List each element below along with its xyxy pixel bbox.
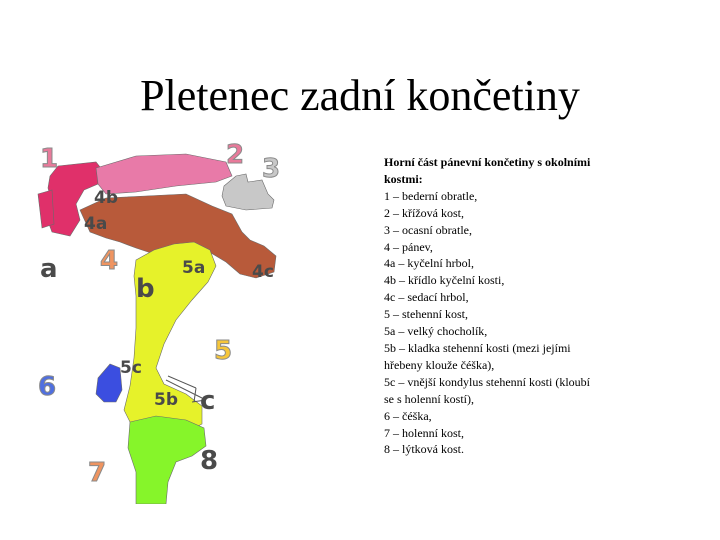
figure-label-4a: 4a [84, 214, 108, 234]
tibia [128, 416, 206, 504]
legend-item: 6 – čéška, [384, 408, 432, 423]
figure-label-4b: 4b [94, 188, 118, 208]
legend-item: 7 – holenní kost, [384, 425, 464, 440]
figure-label-1: 1 [40, 144, 59, 174]
legend-item: 5 – stehenní kost, [384, 307, 468, 322]
legend-item: 2 – křížová kost, [384, 205, 464, 220]
legend-list [384, 188, 594, 459]
figure-label-7: 7 [88, 458, 107, 488]
pelvic-limb-figure [36, 132, 306, 504]
legend-item: 5a – velký chocholík, [384, 324, 488, 339]
legend-item: 3 – ocasní obratle, [384, 222, 472, 237]
figure-label-4c: 4c [252, 262, 274, 282]
patella [96, 364, 122, 402]
figure-label-4: 4 [100, 246, 119, 276]
legend-item: 8 – lýtková kost. [384, 442, 464, 457]
figure-label-5c: 5c [120, 358, 142, 378]
figure-label-8: 8 [200, 446, 219, 476]
legend-heading: Horní část pánevní končetiny s okolními kostmi: [384, 155, 591, 186]
figure-label-5a: 5a [182, 258, 206, 278]
legend-item: 5b – kladka stehenní kosti (mezi jejími hřebeny klouže čéška), [384, 340, 571, 372]
slide-title: Pletenec zadní končetiny [140, 71, 580, 120]
figure-label-6: 6 [38, 372, 57, 402]
figure-label-5: 5 [214, 336, 233, 366]
figure-label-c: c [200, 386, 216, 416]
figure-label-a: a [40, 254, 58, 284]
legend-text [384, 154, 594, 458]
figure-label-2: 2 [226, 140, 245, 170]
lumbar-vertebra-left [38, 190, 54, 228]
figure-label-3: 3 [262, 154, 281, 184]
legend-item: 1 – bederní obratle, [384, 188, 478, 203]
figure-label-b: b [136, 274, 155, 304]
figure-label-5b: 5b [154, 390, 178, 410]
legend-item: 4 – pánev, [384, 239, 433, 254]
legend-item: 4a – kyčelní hrbol, [384, 256, 474, 271]
legend-item: 4b – křídlo kyčelní kosti, [384, 273, 505, 288]
legend-item: 4c – sedací hrbol, [384, 290, 469, 305]
legend-item: 5c – vnější kondylus stehenní kosti (kloubí se s holenní kostí), [384, 374, 590, 406]
bone-illustration [36, 132, 306, 504]
